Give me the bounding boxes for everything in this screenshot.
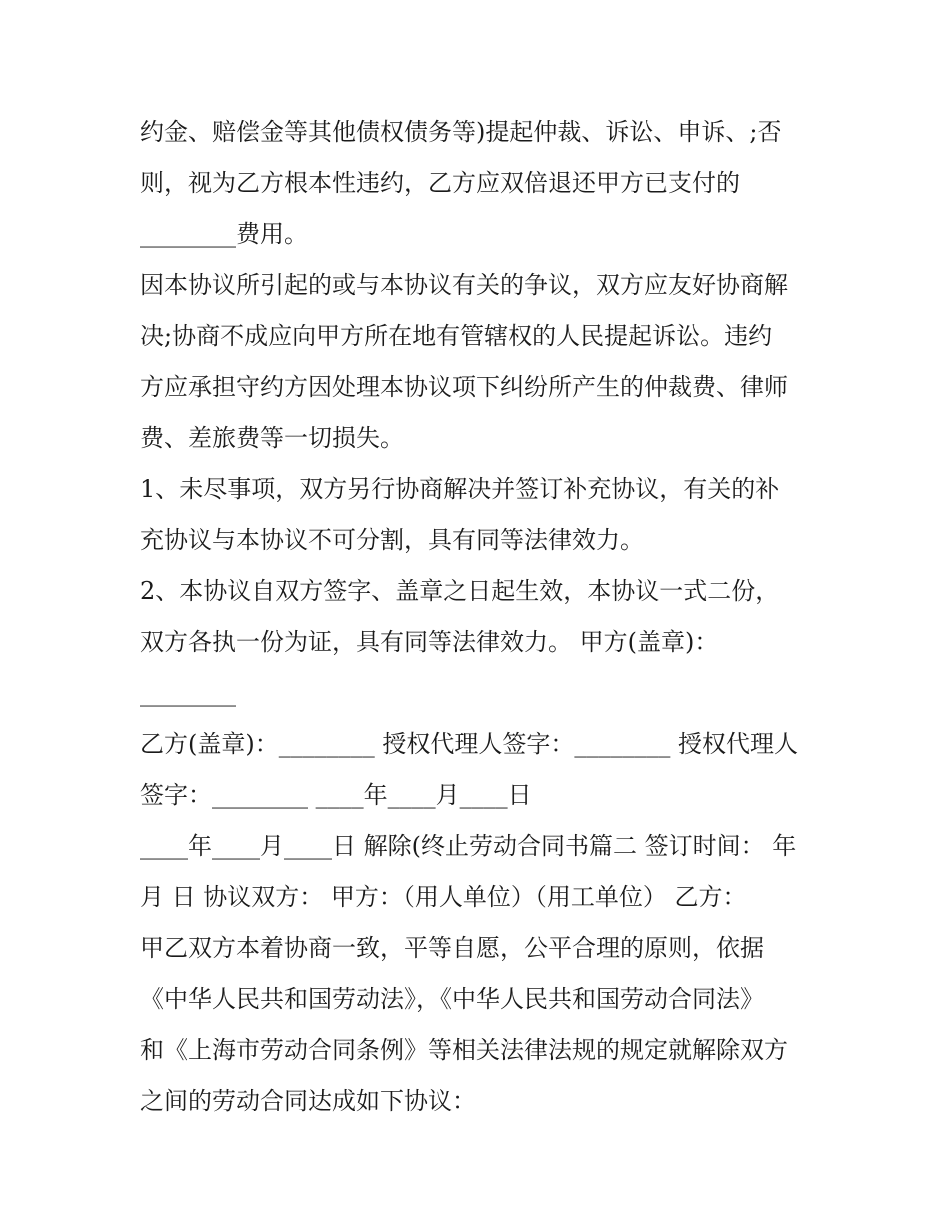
text-line: 约金、赔偿金等其他债权债务等)提起仲裁、诉讼、申诉、;否 <box>140 118 782 146</box>
text-line: 签字：________ ____年____月____日 <box>140 781 532 809</box>
text-line: ________费用。 <box>140 220 308 248</box>
document-body <box>140 107 830 1127</box>
text-line: 乙方(盖章)：________ 授权代理人签字：________ 授权代理人 <box>140 730 798 758</box>
text-line: 和《上海市劳动合同条例》等相关法律法规的规定就解除双方 <box>140 1036 788 1064</box>
text-line: 双方各执一份为证，具有同等法律效力。 甲方(盖章)： <box>140 628 719 656</box>
text-line: 因本协议所引起的或与本协议有关的争议，双方应友好协商解 <box>140 271 788 299</box>
text-line: 2、本协议自双方签字、盖章之日起生效，本协议一式二份， <box>140 577 780 605</box>
text-line: 充协议与本协议不可分割，具有同等法律效力。 <box>140 526 644 554</box>
text-line: 《中华人民共和国劳动法》，《中华人民共和国劳动合同法》 <box>140 985 764 1013</box>
text-line: 决;协商不成应向甲方所在地有管辖权的人民提起诉讼。违约 <box>140 322 773 350</box>
text-line: 则，视为乙方根本性违约，乙方应双倍退还甲方已支付的 <box>140 169 740 197</box>
text-line: 费、差旅费等一切损失。 <box>140 424 404 452</box>
text-line: ____年____月____日 解除(终止劳动合同书篇二 签订时间： 年 <box>140 832 797 860</box>
signature-blank: ________ <box>140 679 236 707</box>
text-line: 1、未尽事项，双方另行协商解决并签订补充协议，有关的补 <box>140 475 780 503</box>
text-line: 方应承担守约方因处理本协议项下纠纷所产生的仲裁费、律师 <box>140 373 788 401</box>
text-line: 之间的劳动合同达成如下协议： <box>140 1087 476 1115</box>
text-line: 甲乙双方本着协商一致，平等自愿，公平合理的原则，依据 <box>140 934 764 962</box>
text-line: 月 日 协议双方： 甲方：（用人单位）（用工单位） 乙方： <box>140 883 747 911</box>
